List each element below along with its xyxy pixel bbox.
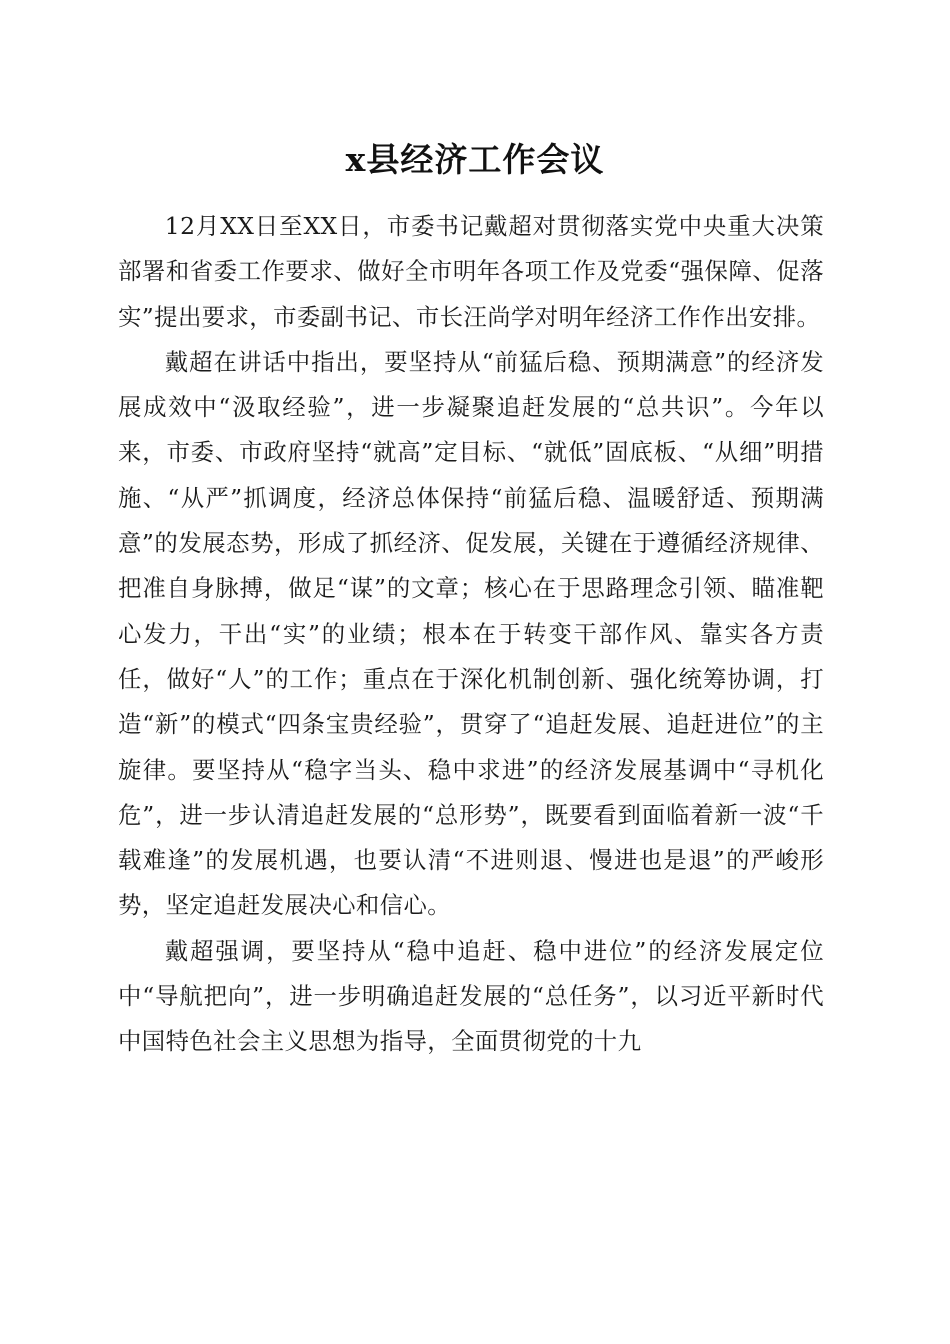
paragraph: 12月XX日至XX日，市委书记戴超对贯彻落实党中央重大决策部署和省委工作要求、做好全市明年各项工作及党委“强保障、促落实”提出要求，市委副书记、市长汪尚学对明年经济工作作出安排。 xyxy=(118,212,824,331)
document-title: x县经济工作会议 xyxy=(345,140,605,179)
document-body xyxy=(118,204,824,1065)
paragraph: 戴超强调，要坚持从“稳中追赶、稳中进位”的经济发展定位中“导航把向”，进一步明确追赶发展的“总任务”，以习近平新时代中国特色社会主义思想为指导，全面贯彻党的十九 xyxy=(118,936,824,1056)
paragraph: 戴超在讲话中指出，要坚持从“前猛后稳、预期满意”的经济发展成效中“汲取经验”，进一步凝聚追赶发展的“总共识”。今年以来，市委、市政府坚持“就高”定目标、“就低”固底板、“从细”明措施、“从严”抓调度，经济总体保持“前猛后稳、温暖舒适、预期满意”的发展态势，形成了抓经济、促发展，关键在于遵循经济规律、把准自身脉搏，做足“谋”的文章；核心在于思路理念引领、瞄准靶心发力，干出“实”的业绩；根本在于转变干部作风、靠实各方责任，做好“人”的工作；重点在于深化机制创新、强化统筹协调，打造“新”的模式“四条宝贵经验”，贯穿了“追赶发展、追赶进位”的主旋律。要坚持从“稳字当头、稳中求进”的经济发展基调中“寻机化危”，进一步认清追赶发展的“总形势”，既要看到面临着新一波“千载难逢”的发展机遇，也要认清“不进则退、慢进也是退”的严峻形势，坚定追赶发展决心和信心。 xyxy=(118,347,824,920)
